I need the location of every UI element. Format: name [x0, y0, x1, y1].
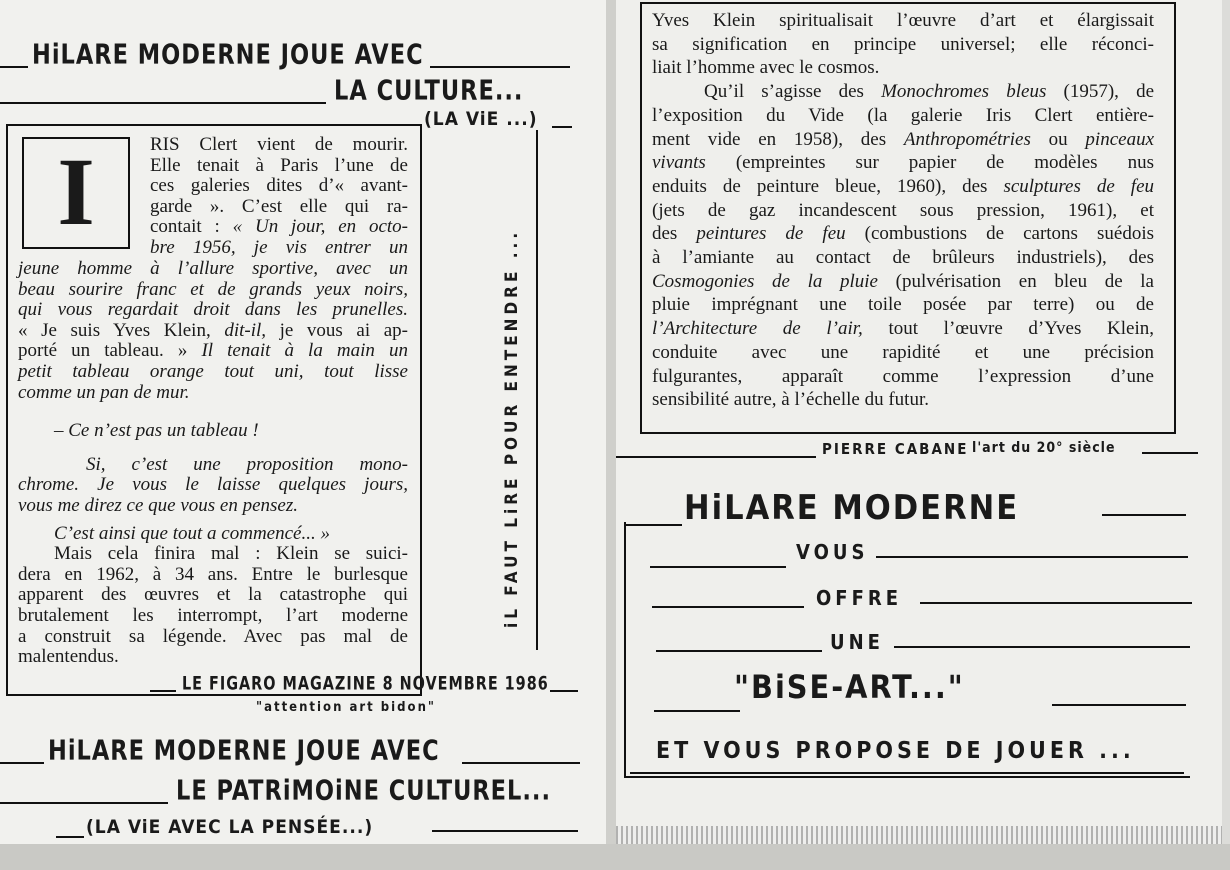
- text: porté un tableau. »: [18, 340, 202, 362]
- text: (pulvérisation en bleu de la: [878, 270, 1154, 292]
- article-top: [150, 135, 408, 259]
- article-body: [18, 259, 408, 668]
- rule: [626, 524, 682, 526]
- source-subtitle: "attention art bidon": [256, 700, 436, 715]
- rule: [630, 772, 1184, 774]
- article-line: [18, 321, 408, 342]
- rule: [430, 66, 570, 68]
- article-line: a construit sa légende. Avec pas mal de: [18, 625, 408, 647]
- text: Qu’il s’agisse des: [704, 81, 882, 103]
- right-page: [616, 0, 1222, 870]
- quote-line: l’exposition du Vide (la galerie Iris Clert entière-: [652, 104, 1154, 126]
- article-line: jeune homme à l’allure sportive, avec un: [18, 258, 408, 279]
- rule: [150, 690, 176, 692]
- text: Monochromes bleus: [881, 81, 1047, 103]
- rule: [894, 646, 1190, 648]
- rule-vertical: [536, 130, 538, 650]
- text: tout l’œuvre d’Yves Klein,: [862, 318, 1154, 340]
- article-line: comme un pan de mur.: [18, 381, 190, 403]
- rule: [1142, 452, 1198, 454]
- offer-closing: ET VOUS PROPOSE DE JOUER ...: [656, 738, 1135, 764]
- text: (empreintes sur papier de modèles nus: [705, 152, 1154, 174]
- article-line: Mais cela finira mal : Klein se suici-: [54, 543, 408, 565]
- article-line: beau sourire franc et de grands yeux noirs,: [18, 278, 408, 300]
- article-line: malentendus.: [18, 646, 119, 668]
- quote-line: liait l’homme avec le cosmos.: [652, 57, 880, 79]
- article-line: C’est ainsi que tout a commencé... »: [54, 522, 330, 544]
- offer-word: UNE: [830, 630, 884, 654]
- rule: [552, 126, 572, 128]
- book-gutter: [606, 0, 616, 870]
- offer-word: VOUS: [796, 540, 869, 564]
- offer-title: HiLARE MODERNE: [684, 488, 1020, 528]
- quote-text: [652, 9, 1154, 412]
- quote-line: [652, 128, 1154, 152]
- quote-line: [652, 80, 1154, 104]
- page-bottom-strip: [0, 844, 1230, 870]
- text: l’Architecture de l’air,: [652, 318, 863, 340]
- heading-line: HiLARE MODERNE JOUE AVEC: [32, 38, 424, 70]
- offer-word: OFFRE: [816, 586, 903, 610]
- text: ment vide en 1958), des: [652, 128, 904, 150]
- rule: [1052, 704, 1186, 706]
- quote-line: à l’amiante au contact de brûleurs industriels), des: [652, 247, 1154, 269]
- rule: [0, 102, 326, 104]
- rule: [0, 802, 168, 804]
- author-work: l'art du 20° siècle: [972, 440, 1116, 456]
- article-line: brutalement les interrompt, l’art moderne: [18, 604, 408, 626]
- article-line: petit tableau orange tout uni, tout lisse: [18, 360, 408, 382]
- quote-line: [652, 151, 1154, 175]
- article-line: [18, 341, 408, 362]
- quote-line: [652, 317, 1154, 341]
- text: ou: [1030, 128, 1086, 150]
- rule: [0, 66, 28, 68]
- text: pinceaux: [1085, 128, 1154, 150]
- rule: [56, 836, 84, 838]
- rule: [462, 762, 580, 764]
- heading-line: LA CULTURE...: [334, 74, 524, 106]
- author-name: PIERRE CABANE: [822, 440, 969, 458]
- text: je vous ai ap-: [266, 319, 408, 341]
- article-line: RIS Clert vient de mourir.: [150, 134, 408, 155]
- article-line: qui vous regardait droit dans les prunelles.: [18, 299, 408, 321]
- quote-line: sensibilité autre, à l’échelle du futur.: [652, 389, 929, 411]
- text: peintures de feu: [696, 223, 846, 245]
- text: Anthropométries: [903, 128, 1031, 150]
- quote-line: fulgurantes, apparaît comme l’expression d’une: [652, 365, 1154, 387]
- article-line: ces galeries dites d’« avant-: [150, 175, 408, 197]
- rule: [432, 830, 578, 832]
- quote-line: [652, 222, 1154, 246]
- heading-line: LE PATRiMOiNE CULTUREL...: [176, 774, 551, 806]
- drop-cap: I: [22, 137, 130, 249]
- rule: [616, 456, 816, 458]
- page-edge: [616, 826, 1222, 844]
- rule: [550, 690, 578, 692]
- article-line: – Ce n’est pas un tableau !: [54, 420, 259, 442]
- left-page: [0, 0, 606, 870]
- text: Il tenait à la main un: [201, 340, 408, 362]
- article-line: garde ». C’est elle qui ra-: [150, 195, 408, 217]
- heading-line: (LA ViE ...): [424, 108, 538, 130]
- text: (combustions de cartons suédois: [845, 223, 1154, 245]
- rule: [1102, 514, 1186, 516]
- article-line: dera en 1962, à 34 ans. Entre le burlesque: [18, 563, 408, 585]
- article-line: chrome. Je vous le laisse quelques jours,: [18, 474, 408, 496]
- quote-line: pluie imprégnant une toile posée par terre) ou de: [652, 294, 1154, 316]
- text: vivants: [652, 152, 706, 174]
- source-credit: LE FIGARO MAGAZINE 8 NOVEMBRE 1986: [182, 672, 549, 694]
- text: contait :: [150, 216, 233, 238]
- quote-line: conduite avec une rapidité et une précision: [652, 341, 1154, 363]
- article-line: Elle tenait à Paris l’une de: [150, 154, 408, 176]
- quote-line: sa signification en principe universel; elle réconci-: [652, 33, 1154, 55]
- rule: [876, 556, 1188, 558]
- article-line: bre 1956, je vis entrer un: [150, 236, 408, 258]
- text: dit-il,: [224, 319, 267, 341]
- quote-line: (jets de gaz incandescent sous pression, 1961), et: [652, 199, 1154, 221]
- article-line: [150, 217, 408, 238]
- rule: [0, 762, 44, 764]
- vertical-text: iL FAUT LiRE POUR ENTENDRE ...: [502, 228, 522, 628]
- article-line: Si, c’est une proposition mono-: [86, 453, 408, 475]
- quote-line: Yves Klein spiritualisait l’œuvre d’art et élargissait: [652, 10, 1154, 31]
- text: Cosmogonies de la pluie: [652, 270, 878, 292]
- rule: [654, 710, 740, 712]
- rule: [650, 566, 786, 568]
- rule: [920, 602, 1192, 604]
- rule: [652, 606, 804, 608]
- quote-line: [652, 175, 1154, 199]
- article-line: apparent des œuvres et la catastrophe qui: [18, 584, 408, 606]
- offer-highlight: "BiSE-ART...": [734, 668, 965, 706]
- text: « Je suis Yves Klein,: [18, 319, 225, 341]
- text: des: [652, 223, 697, 245]
- text: (1957), de: [1046, 81, 1154, 103]
- text: enduits de peinture bleue, 1960), des: [652, 175, 1004, 197]
- text: « Un jour, en octo-: [232, 216, 408, 238]
- text: sculptures de feu: [1003, 175, 1155, 197]
- quote-line: [652, 270, 1154, 294]
- rule: [656, 650, 822, 652]
- article-line: vous me direz ce que vous en pensez.: [18, 494, 298, 516]
- heading-line: (LA ViE AVEC LA PENSÉE...): [86, 816, 374, 838]
- heading-line: HiLARE MODERNE JOUE AVEC: [48, 734, 440, 766]
